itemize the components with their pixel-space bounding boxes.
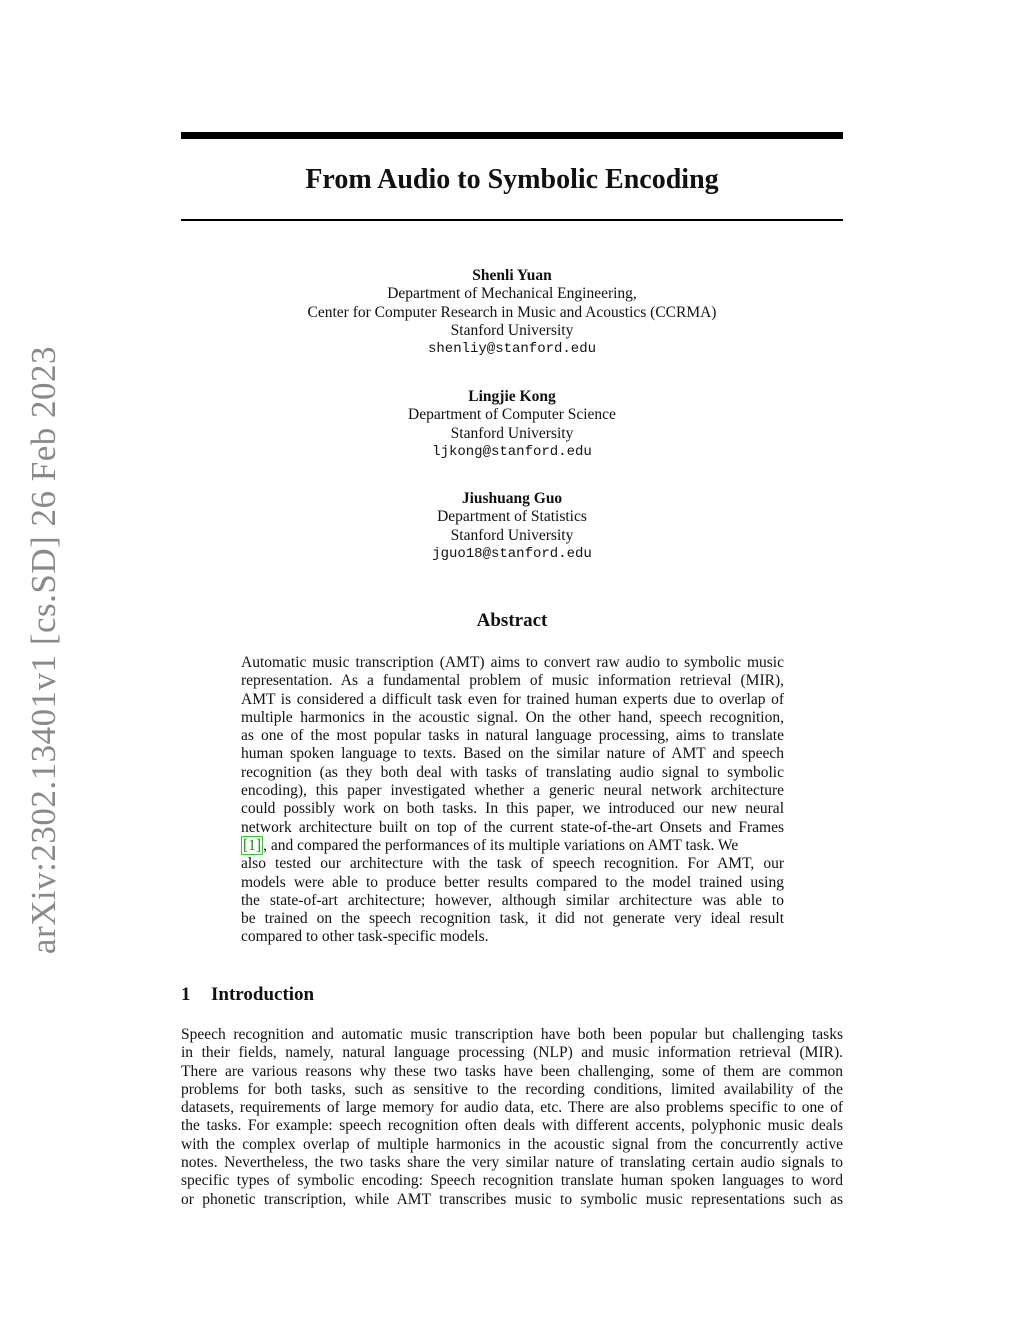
body-line: There are various reasons why these two tasks have been challenging, some of them are common <box>181 1062 843 1080</box>
body-line: with the complex overlap of multiple harmonics in the acoustic signal from the concurrently active <box>181 1135 843 1153</box>
citation-link[interactable]: [1] <box>243 836 262 854</box>
abstract-heading: Abstract <box>476 610 548 631</box>
author-affiliation: Stanford University <box>450 526 574 544</box>
abstract-line: recognition (as they both deal with tasks of translating audio signal to symbolic <box>241 763 784 781</box>
introduction-body <box>181 1026 843 1209</box>
abstract-line: representation. As a fundamental problem of music information retrieval (MIR), <box>241 672 784 690</box>
abstract-body <box>241 654 784 947</box>
author-name: Shenli Yuan <box>472 267 552 284</box>
abstract-line: network architecture built on top of the current state-of-the-art Onsets and Frames <box>241 818 784 836</box>
author-block-1 <box>181 267 843 358</box>
section-heading-introduction <box>181 983 314 1007</box>
author-block-2 <box>181 388 843 461</box>
abstract-line: Automatic music transcription (AMT) aims to convert raw audio to symbolic music <box>241 654 784 671</box>
author-affiliation: Stanford University <box>450 424 574 442</box>
paper-title: From Audio to Symbolic Encoding <box>305 164 719 195</box>
abstract-line: human spoken language to texts. Based on the similar nature of AMT and speech <box>241 745 784 763</box>
title-bottom-rule <box>181 219 843 221</box>
body-line: datasets, requirements of large memory for audio data, etc. There are also problems specific to one of <box>181 1099 843 1117</box>
abstract-line: models were able to produce better results compared to the model trained using <box>241 873 784 891</box>
abstract-line: also tested our architecture with the task of speech recognition. For AMT, our <box>241 855 784 873</box>
abstract-line: encoding), this paper investigated whether a generic neural network architecture <box>241 782 784 800</box>
author-affiliation: Center for Computer Research in Music and Acoustics (CCRMA) <box>307 303 717 321</box>
author-affiliation: Stanford University <box>450 321 574 339</box>
author-affiliation: Department of Computer Science <box>408 406 616 424</box>
body-line: problems for both tasks, such as sensitive to the recording conditions, limited availability of the <box>181 1080 843 1098</box>
abstract-line: AMT is considered a difficult task even for trained human experts due to overlap of <box>241 690 784 708</box>
author-name: Lingjie Kong <box>468 388 556 405</box>
abstract-line: multiple harmonics in the acoustic signal. On the other hand, speech recognition, <box>241 708 784 726</box>
abstract-line: the state-of-art architecture; however, although similar architecture was able to <box>241 891 784 909</box>
author-email[interactable]: jguo18@stanford.edu <box>432 545 592 562</box>
author-email[interactable]: ljkong@stanford.edu <box>432 443 592 460</box>
abstract-line: as one of the most popular tasks in natural language processing, aims to translate <box>241 727 784 745</box>
body-line: specific types of symbolic encoding: Speech recognition translate human spoken languages to word <box>181 1172 843 1190</box>
abstract-line: could possibly work on both tasks. In this paper, we introduced our new neural <box>241 800 784 818</box>
author-email[interactable]: shenliy@stanford.edu <box>427 341 597 358</box>
body-line: notes. Nevertheless, the two tasks share the very similar nature of translating certain audio signals to <box>181 1154 843 1172</box>
abstract-line-text: , and compared the performances of its multiple variations on AMT task. We <box>263 836 739 854</box>
body-line: or phonetic transcription, while AMT transcribes music to symbolic music representations such as <box>181 1190 843 1208</box>
author-name: Jiushuang Guo <box>461 490 563 507</box>
abstract-line: compared to other task-specific models. <box>241 928 489 946</box>
author-block-3 <box>181 490 843 563</box>
body-line: Speech recognition and automatic music transcription have both been popular but challenging tasks <box>181 1026 843 1043</box>
section-number: 1 <box>181 984 191 1005</box>
abstract-line: be trained on the speech recognition task, it did not generate very ideal result <box>241 910 784 928</box>
body-line: the tasks. For example: speech recognition often deals with different accents, polyphonic music deals <box>181 1117 843 1135</box>
title-top-rule <box>181 132 843 139</box>
arxiv-identifier-stamp: arXiv:2302.13401v1 [cs.SD] 26 Feb 2023 <box>24 345 63 955</box>
section-title: Introduction <box>211 984 315 1005</box>
abstract-line-with-citation <box>241 837 784 855</box>
body-line: in their fields, namely, natural language processing (NLP) and music information retrieval (MIR). <box>181 1044 843 1062</box>
author-affiliation: Department of Statistics <box>437 508 587 526</box>
author-affiliation: Department of Mechanical Engineering, <box>387 285 637 303</box>
